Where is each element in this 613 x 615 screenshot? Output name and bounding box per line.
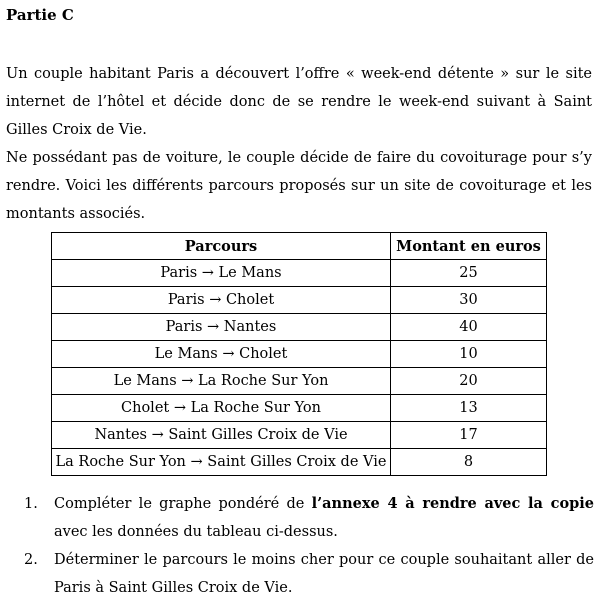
route-cell: Le Mans → Cholet [52,341,391,368]
question-number: 1. [24,496,38,512]
question-item-2 [24,546,594,602]
question-number: 2. [24,552,38,568]
table-row [52,314,547,341]
table-row [52,341,547,368]
amount-cell: 13 [391,395,547,422]
table-row [52,449,547,476]
amount-cell: 10 [391,341,547,368]
question-text [54,490,594,546]
section-heading: Partie C [6,6,74,24]
question-text: Déterminer le parcours le moins cher pour ce couple souhaitant aller de Paris à Saint Gilles Croix de Vie. [54,552,594,596]
amount-cell: 30 [391,287,547,314]
table-row [52,260,547,287]
amount-cell: 8 [391,449,547,476]
intro-text [6,60,592,228]
route-cell: Paris → Le Mans [52,260,391,287]
route-cell: Paris → Cholet [52,287,391,314]
question-list [24,490,594,602]
table-header-row [52,233,547,260]
question-text-start: Compléter le graphe pondéré de [54,496,312,512]
amount-cell: 17 [391,422,547,449]
amount-cell: 20 [391,368,547,395]
table-row [52,422,547,449]
column-header-amount: Montant en euros [391,233,547,260]
amount-cell: 40 [391,314,547,341]
route-cell: La Roche Sur Yon → Saint Gilles Croix de Vie [52,449,391,476]
table-row [52,287,547,314]
route-cell: Cholet → La Roche Sur Yon [52,395,391,422]
intro-paragraph-2: Ne possédant pas de voiture, le couple décide de faire du covoiturage pour s’y rendre. Voici les différents parcours proposés sur un site de covoiturage et les montants associés. [6,150,592,222]
carpool-table [51,232,547,476]
table-row [52,368,547,395]
intro-paragraph-1: Un couple habitant Paris a découvert l’offre « week-end détente » sur le site internet de l’hôtel et décide donc de se rendre le week-end suivant à Saint Gilles Croix de Vie. [6,66,592,138]
question-bold-text: l’annexe 4 à rendre avec la copie [311,495,595,512]
table-body [52,260,547,476]
column-header-route: Parcours [52,233,391,260]
table-row [52,395,547,422]
question-item-1 [24,490,594,546]
route-cell: Paris → Nantes [52,314,391,341]
route-cell: Nantes → Saint Gilles Croix de Vie [52,422,391,449]
question-text-end: avec les données du tableau ci-dessus. [54,524,338,540]
route-cell: Le Mans → La Roche Sur Yon [52,368,391,395]
amount-cell: 25 [391,260,547,287]
